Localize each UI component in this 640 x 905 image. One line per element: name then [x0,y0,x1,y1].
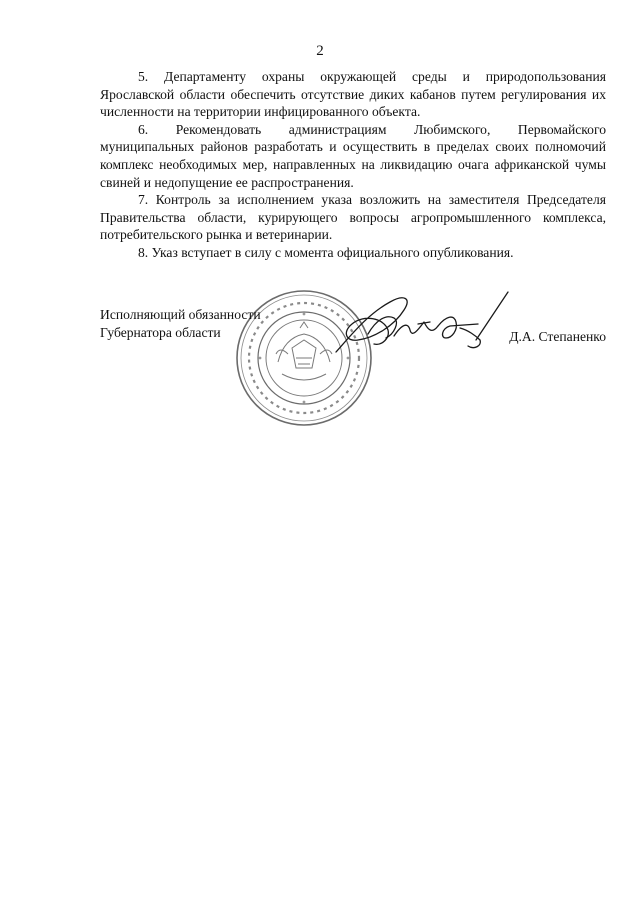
handwritten-signature [328,288,518,368]
signature-block [100,306,606,436]
paragraph-7: 7. Контроль за исполнением указа возложить на заместителя Председателя Правительства области, курирующего вопросы агропромышленного комплекса, потребительского рынка и ветеринарии. [100,192,606,243]
signatory-position [100,306,261,342]
signatory-position-line1: Исполняющий обязанности [100,307,261,322]
signatory-position-line2: Губернатора области [100,325,221,340]
paragraph-5: 5. Департаменту охраны окружающей среды и природопользования Ярославской области обеспечить отсутствие диких кабанов путем регулирования их численности на территории инфицированного объекта. [100,69,606,120]
paragraph-8: 8. Указ вступает в силу с момента официального опубликования. [138,244,514,260]
signatory-name: Д.А. Степаненко [509,329,606,344]
paragraph-6: 6. Рекомендовать администрациям Любимского, Первомайского муниципальных районов разработать и осуществить в пределах своих полномочий комплекс необходимых мер, направленных на ликвидацию очага африканской чумы свиней и недопущение ее распространения. [100,121,606,190]
document-body [100,68,606,262]
page-number: 2 [316,43,324,59]
